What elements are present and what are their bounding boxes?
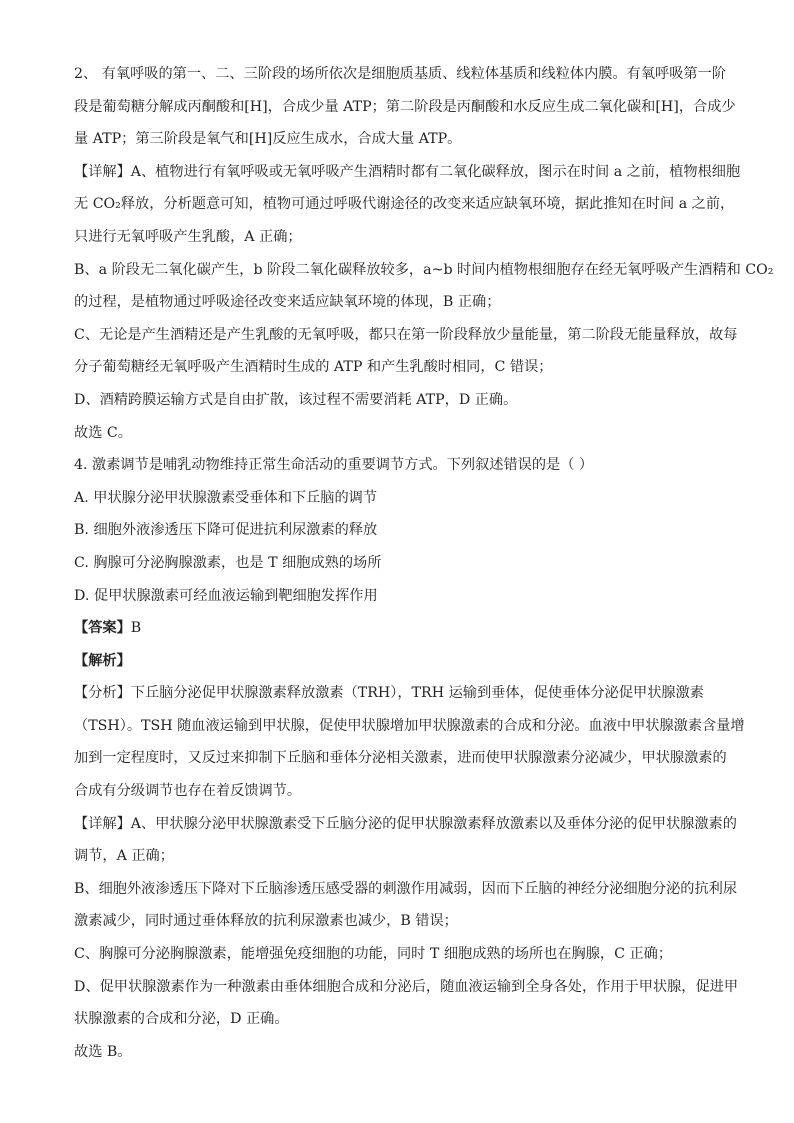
text-line xyxy=(74,156,741,189)
text-line: D、促甲状腺激素作为一种激素由垂体细胞合成和分泌后，随血液运输到全身各处，作用于甲状腺，促进甲 xyxy=(74,978,739,995)
analysis-tag: 【解析】 xyxy=(74,652,131,669)
option-c xyxy=(74,547,724,580)
text-line: 故选 B。 xyxy=(74,1043,132,1060)
paragraph-d2 xyxy=(74,971,739,1036)
analysis-heading xyxy=(74,645,724,678)
paragraph-conclusion-1 xyxy=(74,417,724,450)
text-line: C、胸腺可分泌胸腺激素，能增强免疫细胞的功能，同时 T 细胞成熟的场所也在胸腺，C 正确； xyxy=(74,946,673,963)
text-line: B、a 阶段无二氧化碳产生，b 阶段二氧化碳释放较多，a~b 时间内植物根细胞存在经无氧呼吸产生酒精和 CO₂ xyxy=(74,261,774,278)
text-line: 加到一定程度时，又反过来抑制下丘脑和垂体分泌相关激素，进而使甲状腺激素分泌减少，甲状腺激素的 xyxy=(74,750,727,767)
paragraph-detail-1 xyxy=(74,156,741,254)
text-line: 无 CO₂释放，分析题意可知，植物可通过呼吸代谢途径的改变来适应缺氧环境，据此推知在时间 a 之前， xyxy=(74,196,735,213)
option-a xyxy=(74,482,724,515)
paragraph-detail-2 xyxy=(74,808,737,873)
paragraph-s1 xyxy=(74,58,736,156)
option-text: D. 促甲状腺激素可经血液运输到靶细胞发挥作用 xyxy=(74,587,378,604)
section-tag: 【分析】 xyxy=(74,685,131,702)
answer-tag: 【答案】 xyxy=(74,620,131,637)
text-line: 激素减少，同时通过垂体释放的抗利尿激素也减少，B 错误； xyxy=(74,913,458,930)
option-text: C. 胸腺可分泌胸腺激素，也是 T 细胞成熟的场所 xyxy=(74,554,382,571)
text-line: 的过程，是植物通过呼吸途径改变来适应缺氧环境的体现，B 正确； xyxy=(74,294,501,311)
option-b xyxy=(74,514,724,547)
answer-line xyxy=(74,612,724,645)
paragraph-b2 xyxy=(74,873,738,938)
section-tag: 【详解】 xyxy=(74,815,131,832)
text-line-content: A、甲状腺分泌甲状腺激素受下丘脑分泌的促甲状腺激素释放激素以及垂体分泌的促甲状腺激素的 xyxy=(130,815,737,832)
text-line: 状腺激素的合成和分泌，D 正确。 xyxy=(74,1011,289,1028)
paragraph-s4 xyxy=(74,319,738,384)
text-line xyxy=(74,612,724,645)
text-line-content: 下丘脑分泌促甲状腺激素释放激素（TRH），TRH 运输到垂体，促使垂体分泌促甲状腺激素 xyxy=(130,685,704,702)
option-text: B. 细胞外液渗透压下降可促进抗利尿激素的释放 xyxy=(74,522,378,539)
text-line: 量 ATP；第三阶段是氧气和[H]反应生成水，合成大量 ATP。 xyxy=(74,131,462,148)
text-line: （TSH）。TSH 随血液运输到甲状腺，促使甲状腺增加甲状腺激素的合成和分泌。血液中甲状腺激素含量增 xyxy=(74,717,745,734)
text-line: C、无论是产生酒精还是产生乳酸的无氧呼吸，都只在第一阶段释放少量能量，第二阶段无能量释放，故每 xyxy=(74,326,738,343)
option-text: A. 甲状腺分泌甲状腺激素受垂体和下丘脑的调节 xyxy=(74,489,378,506)
text-line-content: A、植物进行有氧呼吸或无氧呼吸产生酒精时都有二氧化碳释放，图示在时间 a 之前，植物根细胞 xyxy=(130,163,741,180)
text-line: 分子葡萄糖经无氧呼吸产生酒精时生成的 ATP 和产生乳酸时相同，C 错误； xyxy=(74,359,553,376)
paragraph-c2 xyxy=(74,938,724,971)
text-line: 段是葡萄糖分解成丙酮酸和[H]，合成少量 ATP；第二阶段是丙酮酸和水反应生成二氧化碳和[H]，合成少 xyxy=(74,98,736,115)
document-page xyxy=(74,58,774,1068)
text-line: 故选 C。 xyxy=(74,424,132,441)
text-line: 调节，A 正确； xyxy=(74,848,174,865)
section-tag: 【详解】 xyxy=(74,163,131,180)
paragraph-s3 xyxy=(74,254,774,319)
option-d xyxy=(74,580,724,613)
text-line xyxy=(74,808,737,841)
text-line: 合成有分级调节也存在着反馈调节。 xyxy=(74,783,302,800)
text-line xyxy=(74,677,724,710)
answer-value: B xyxy=(130,620,142,637)
paragraph-analysis xyxy=(74,677,745,807)
paragraph-s5 xyxy=(74,384,724,417)
text-line: 2、 有氧呼吸的第一、二、三阶段的场所依次是细胞质基质、线粒体基质和线粒体内膜。有氧呼吸第一阶 xyxy=(74,66,726,82)
paragraph-conclusion-2 xyxy=(74,1036,724,1069)
text-line: 只进行无氧呼吸产生乳酸，A 正确； xyxy=(74,228,302,245)
text-line: D、酒精跨膜运输方式是自由扩散，该过程不需要消耗 ATP，D 正确。 xyxy=(74,391,518,408)
question-stem: 4. 激素调节是哺乳动物维持正常生命活动的重要调节方式。下列叙述错误的是（ ） xyxy=(74,457,594,474)
question-4 xyxy=(74,449,724,482)
text-line: B、细胞外液渗透压下降对下丘脑渗透压感受器的刺激作用减弱，因而下丘脑的神经分泌细胞分泌的抗利尿 xyxy=(74,880,738,897)
